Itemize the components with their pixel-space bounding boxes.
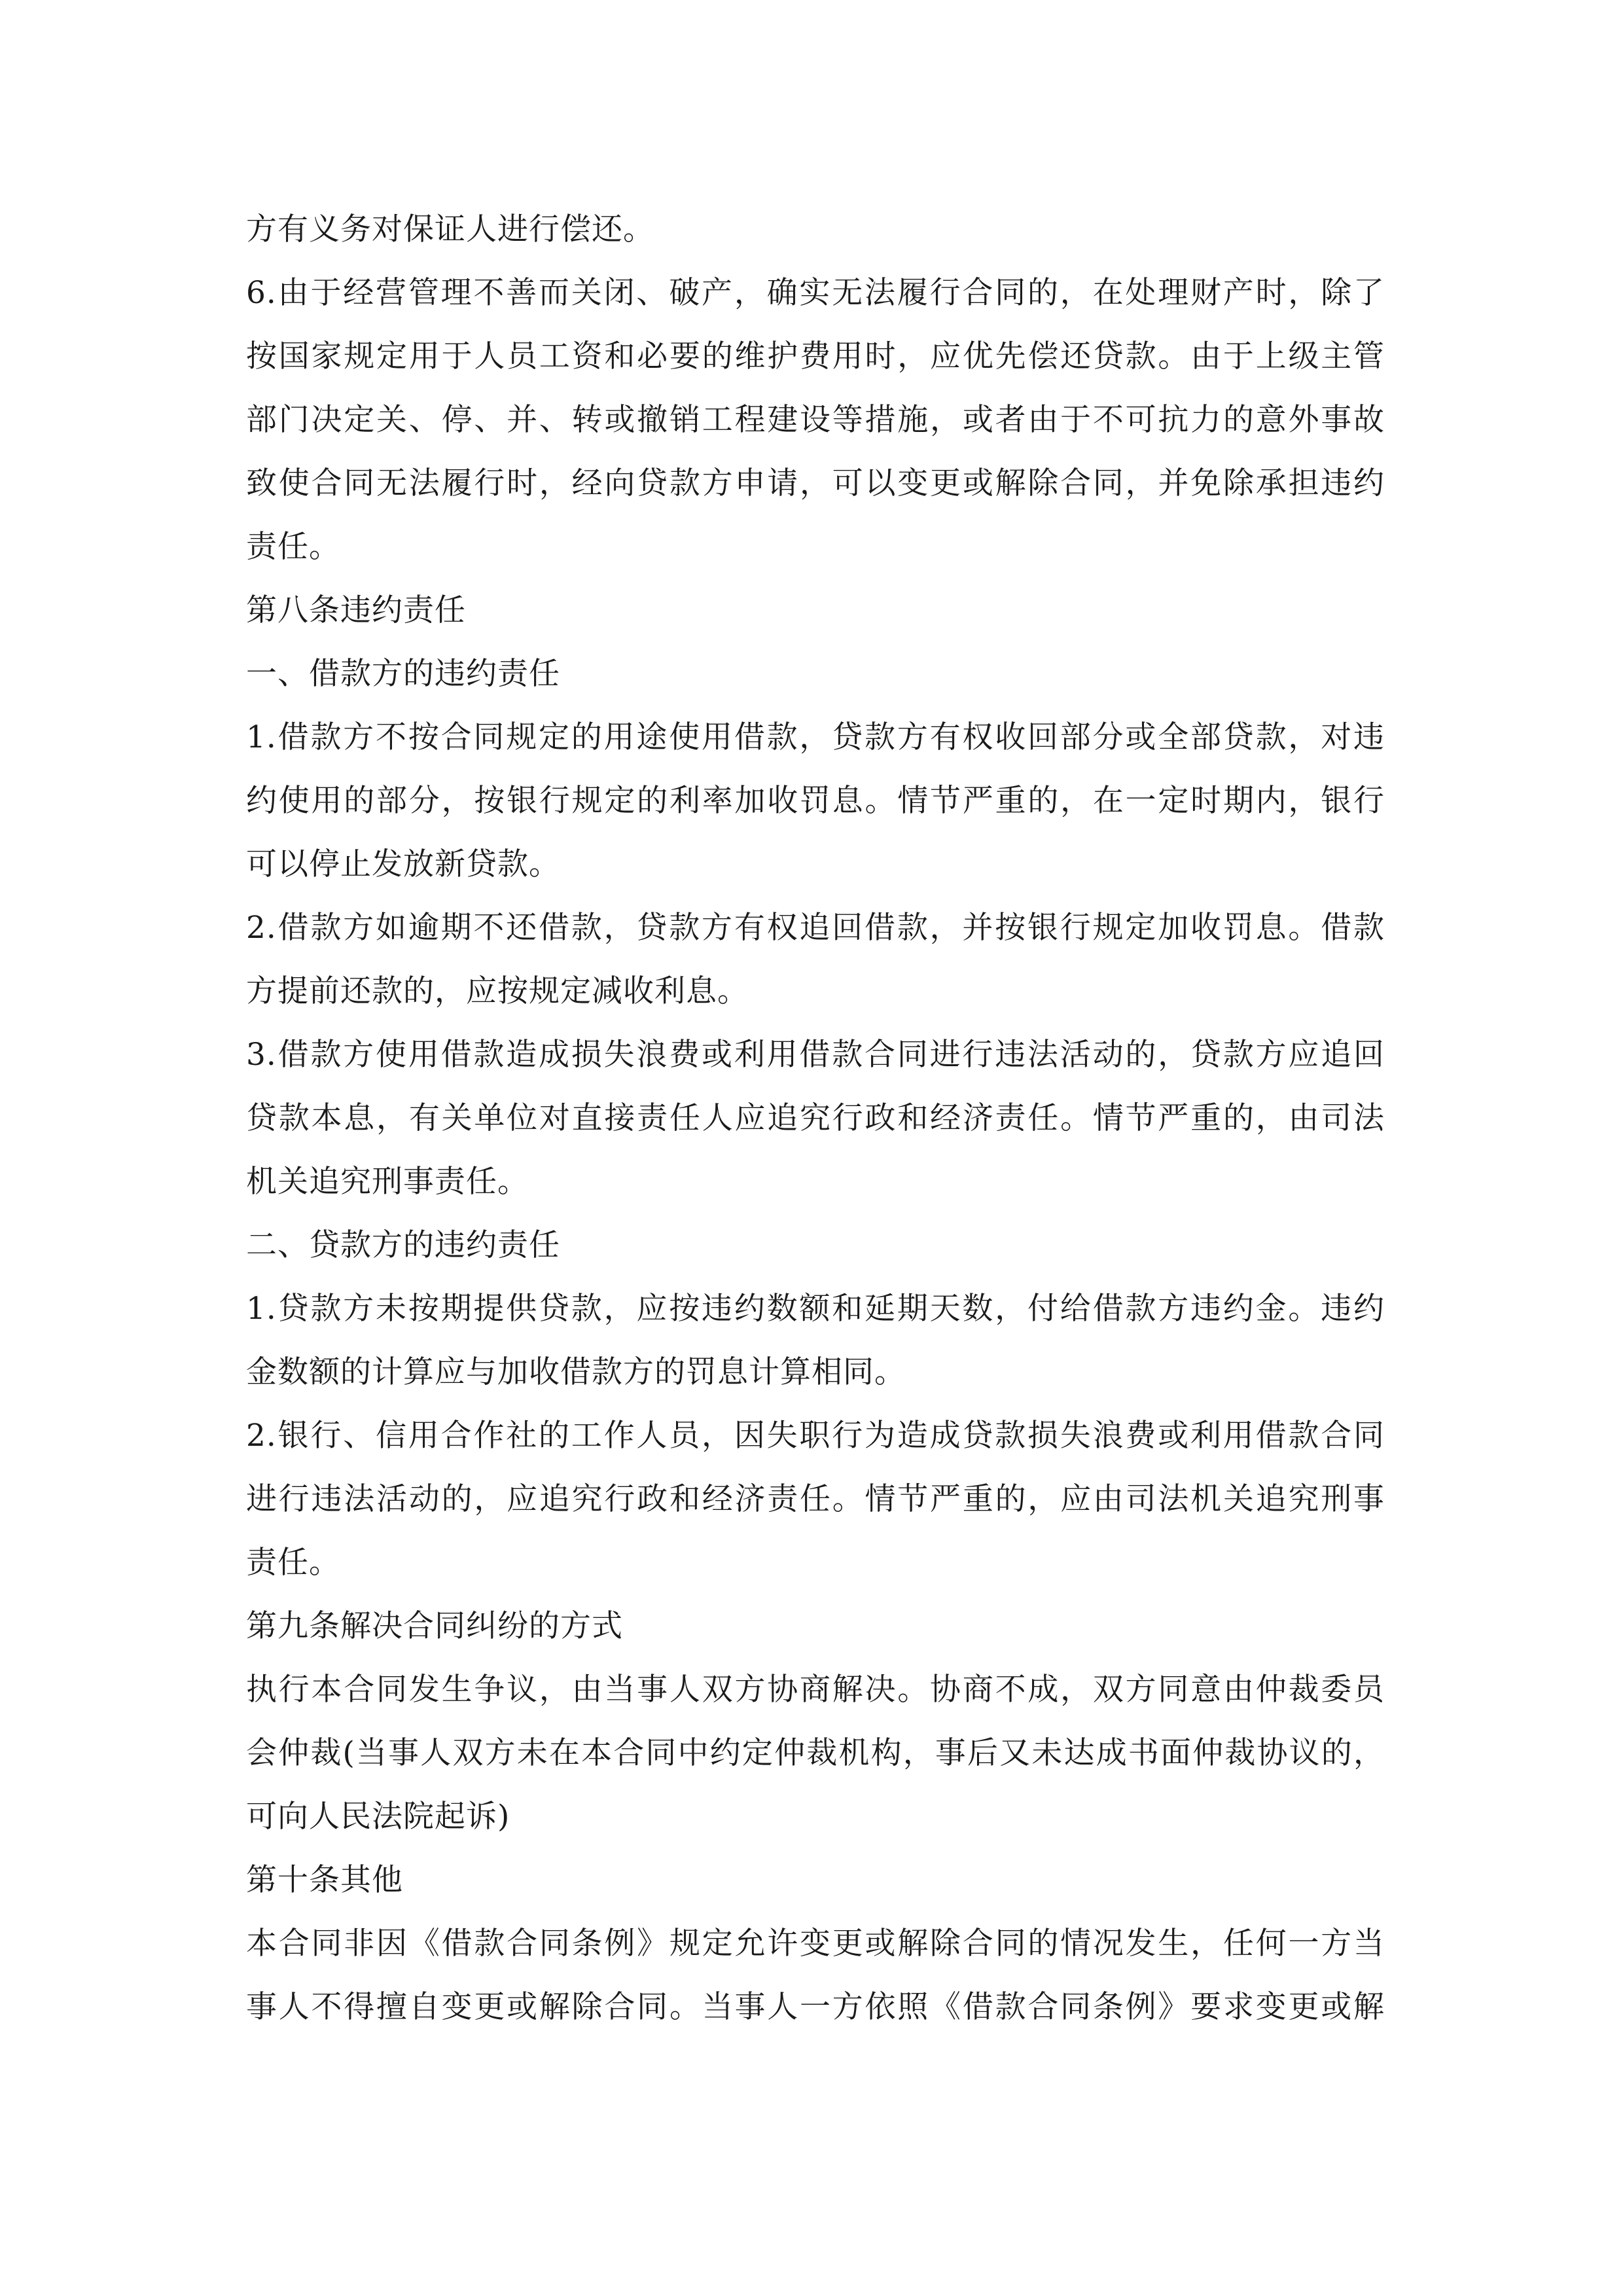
document-page <box>246 198 1385 2039</box>
text-line: 可向人民法院起诉) <box>246 1799 510 1835</box>
text-line: 机关追究刑事责任。 <box>246 1164 529 1200</box>
text-line: 方提前还款的，应按规定减收利息。 <box>246 973 749 1009</box>
subsection-heading: 二、贷款方的违约责任 <box>246 1227 560 1263</box>
section-heading: 第九条解决合同纠纷的方式 <box>246 1608 623 1644</box>
text-line: 1.借款方不按合同规定的用途使用借款，贷款方有权收回部分或全部贷款，对违 <box>246 719 1385 755</box>
text-line: 1.贷款方未按期提供贷款，应按违约数额和延期天数，付给借款方违约金。违约 <box>246 1291 1385 1327</box>
text-line: 事人不得擅自变更或解除合同。当事人一方依照《借款合同条例》要求变更或解 <box>246 1989 1385 2025</box>
text-line: 本合同非因《借款合同条例》规定允许变更或解除合同的情况发生，任何一方当 <box>246 1926 1385 1962</box>
text-line: 进行违法活动的，应追究行政和经济责任。情节严重的，应由司法机关追究刑事 <box>246 1481 1385 1517</box>
text-line: 责任。 <box>246 1545 340 1581</box>
text-line: 可以停止发放新贷款。 <box>246 846 560 882</box>
text-line: 2.银行、信用合作社的工作人员，因失职行为造成贷款损失浪费或利用借款合同 <box>246 1418 1385 1454</box>
text-line: 致使合同无法履行时，经向贷款方申请，可以变更或解除合同，并免除承担违约 <box>246 465 1385 501</box>
text-line: 6.由于经营管理不善而关闭、破产，确实无法履行合同的，在处理财产时，除了 <box>246 275 1385 311</box>
text-line: 方有义务对保证人进行偿还。 <box>246 211 654 247</box>
text-line: 3.借款方使用借款造成损失浪费或利用借款合同进行违法活动的，贷款方应追回 <box>246 1037 1385 1073</box>
text-line: 执行本合同发生争议，由当事人双方协商解决。协商不成，双方同意由仲裁委员 <box>246 1672 1385 1708</box>
section-heading: 第八条违约责任 <box>246 592 466 628</box>
text-line: 贷款本息，有关单位对直接责任人应追究行政和经济责任。情节严重的，由司法 <box>246 1100 1385 1136</box>
text-line: 约使用的部分，按银行规定的利率加收罚息。情节严重的，在一定时期内，银行 <box>246 783 1385 819</box>
subsection-heading: 一、借款方的违约责任 <box>246 656 560 692</box>
text-line: 部门决定关、停、并、转或撤销工程建设等措施，或者由于不可抗力的意外事故 <box>246 402 1385 438</box>
text-line: 会仲裁(当事人双方未在本合同中约定仲裁机构，事后又未达成书面仲裁协议的， <box>246 1735 1385 1771</box>
section-heading: 第十条其他 <box>246 1862 403 1898</box>
text-line: 按国家规定用于人员工资和必要的维护费用时，应优先偿还贷款。由于上级主管 <box>246 338 1385 374</box>
text-line: 金数额的计算应与加收借款方的罚息计算相同。 <box>246 1354 906 1390</box>
text-line: 2.借款方如逾期不还借款，贷款方有权追回借款，并按银行规定加收罚息。借款 <box>246 910 1385 946</box>
text-line: 责任。 <box>246 529 340 565</box>
